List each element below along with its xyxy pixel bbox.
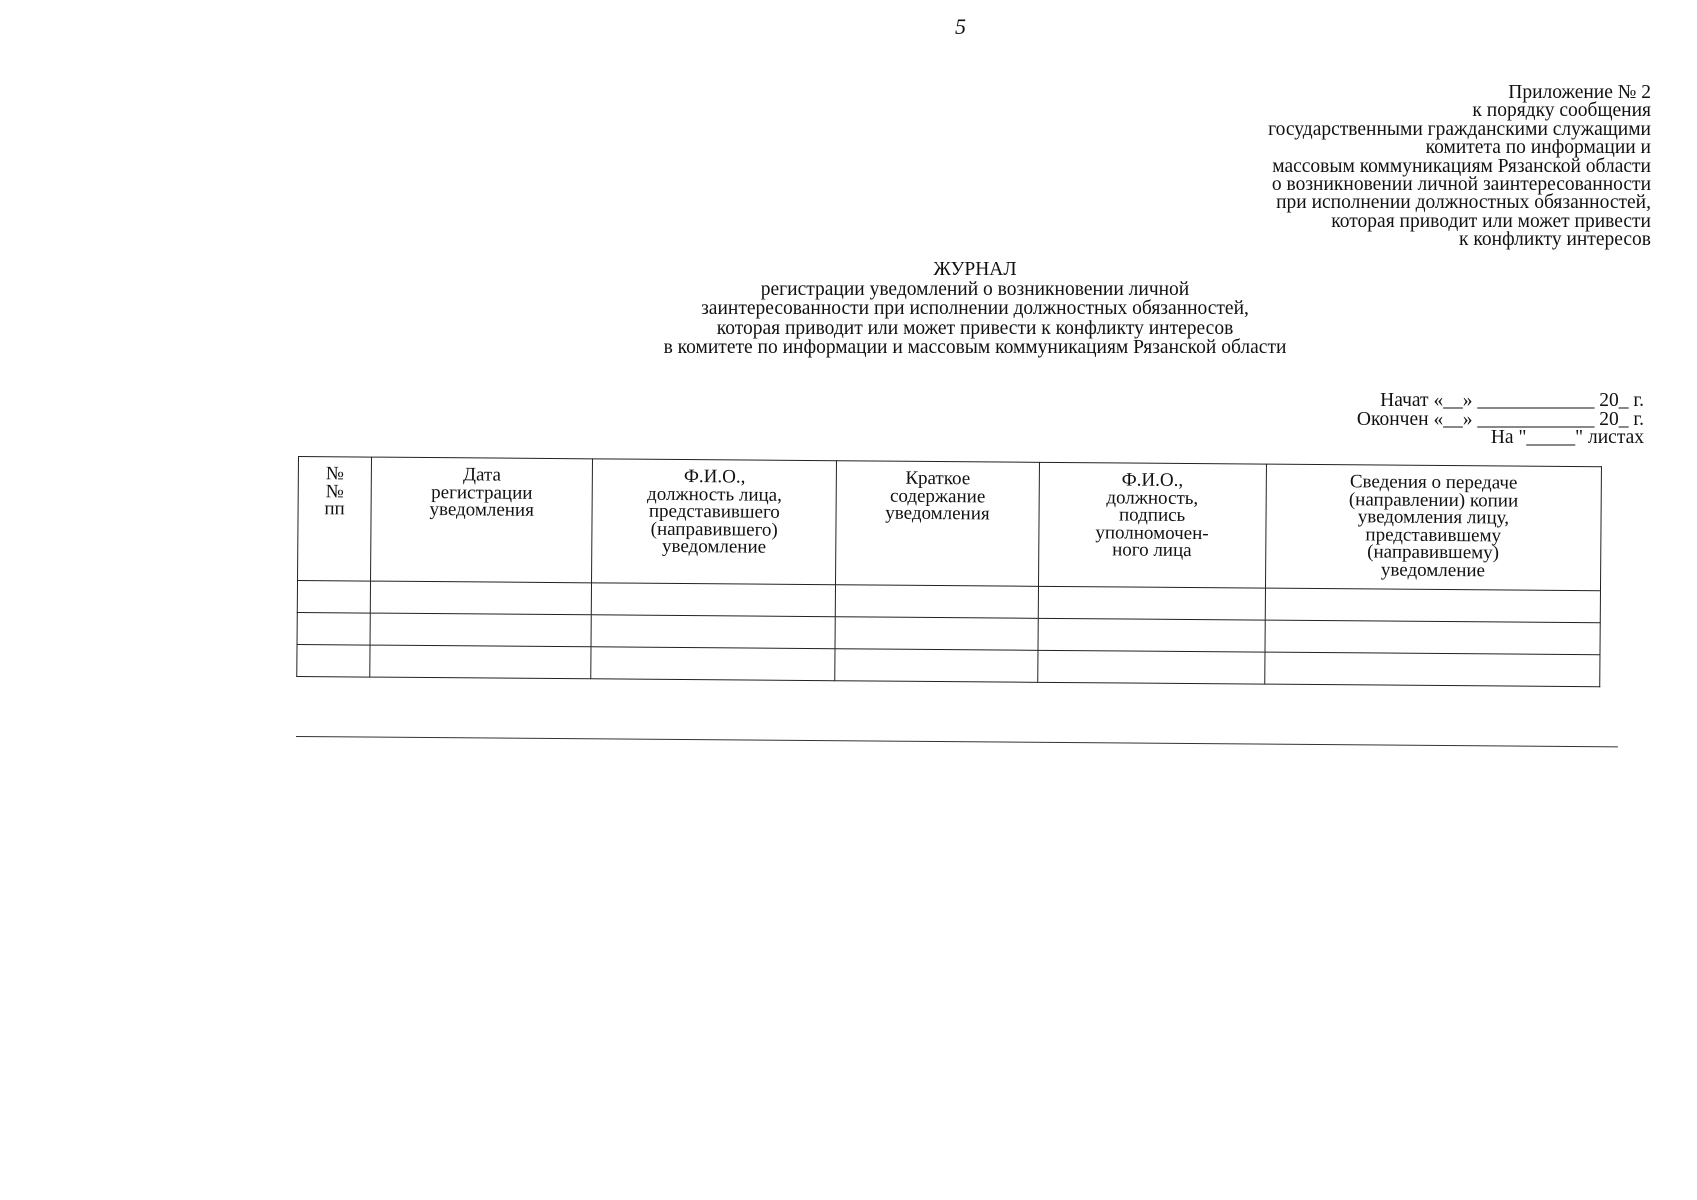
table-cell <box>1264 652 1600 687</box>
journal-heading <box>360 260 1590 358</box>
appendix-line: Приложение № 2 <box>1508 82 1651 103</box>
table-cell <box>297 581 370 614</box>
page-number: 5 <box>955 14 966 39</box>
header-number: № № пп <box>298 457 372 582</box>
table-cell <box>1265 620 1601 655</box>
table-cell <box>297 612 370 645</box>
journal-subtitle-line: регистрации уведомлений о возникновении личной <box>760 278 1190 300</box>
table-header-row <box>298 457 1602 591</box>
table-cell <box>591 647 835 681</box>
table-cell <box>370 581 591 615</box>
header-authorized-person: Ф.И.О., должность, подпись уполномочен- ного лица <box>1038 462 1266 588</box>
appendix-line: которая приводит или может привести <box>1331 210 1651 232</box>
register-table <box>296 456 1602 687</box>
table-cell <box>835 649 1037 683</box>
header-copy-transfer: Сведения о передаче (направлении) копии уведомления лицу, представившему (направившему) уведомление <box>1265 464 1601 591</box>
header-registration-date: Дата регистрации уведомления <box>371 457 593 583</box>
appendix-line: к порядку сообщения <box>1472 100 1651 122</box>
journal-meta <box>1044 392 1644 448</box>
appendix-line: к конфликту интересов <box>1459 229 1651 251</box>
appendix-line: комитета по информации и <box>1425 137 1651 159</box>
appendix-line: массовым коммуникациям Рязанской области <box>1272 155 1651 177</box>
table-cell <box>370 645 591 679</box>
journal-title: ЖУРНАЛ <box>933 259 1017 280</box>
finished-field: Окончен «__» ____________ 20_ г. <box>1356 408 1644 430</box>
journal-subtitle-line: в комитете по информации и массовым коммуникациям Рязанской области <box>663 337 1287 358</box>
header-submitter: Ф.И.О., должность лица, представившего (направившего) уведомление <box>592 459 837 585</box>
journal-subtitle-line: которая приводит или может привести к конфликту интересов <box>716 317 1234 339</box>
table-cell <box>836 585 1038 619</box>
footnote-divider <box>296 736 1618 747</box>
appendix-line: при исполнении должностных обязанностей, <box>1276 192 1651 214</box>
appendix-line: о возникновении личной заинтересованности <box>1271 174 1651 196</box>
sheets-field: На "_____" листах <box>1490 427 1644 448</box>
appendix-line: государственными гражданскими служащими <box>1268 118 1651 140</box>
table-cell <box>370 613 591 647</box>
table-cell <box>1265 588 1601 623</box>
table-cell <box>591 615 835 649</box>
journal-subtitle-line: заинтересованности при исполнении должностных обязанностей, <box>701 298 1249 319</box>
table-cell <box>1037 650 1264 684</box>
header-summary: Краткое содержание уведомления <box>836 461 1039 587</box>
table-cell <box>1038 618 1265 652</box>
table-cell <box>591 583 835 617</box>
started-field: Начат «__» ____________ 20_ г. <box>1380 390 1644 411</box>
table-cell <box>1038 586 1265 620</box>
table-cell <box>835 617 1037 651</box>
appendix-block <box>951 84 1651 250</box>
table-cell <box>297 644 370 677</box>
